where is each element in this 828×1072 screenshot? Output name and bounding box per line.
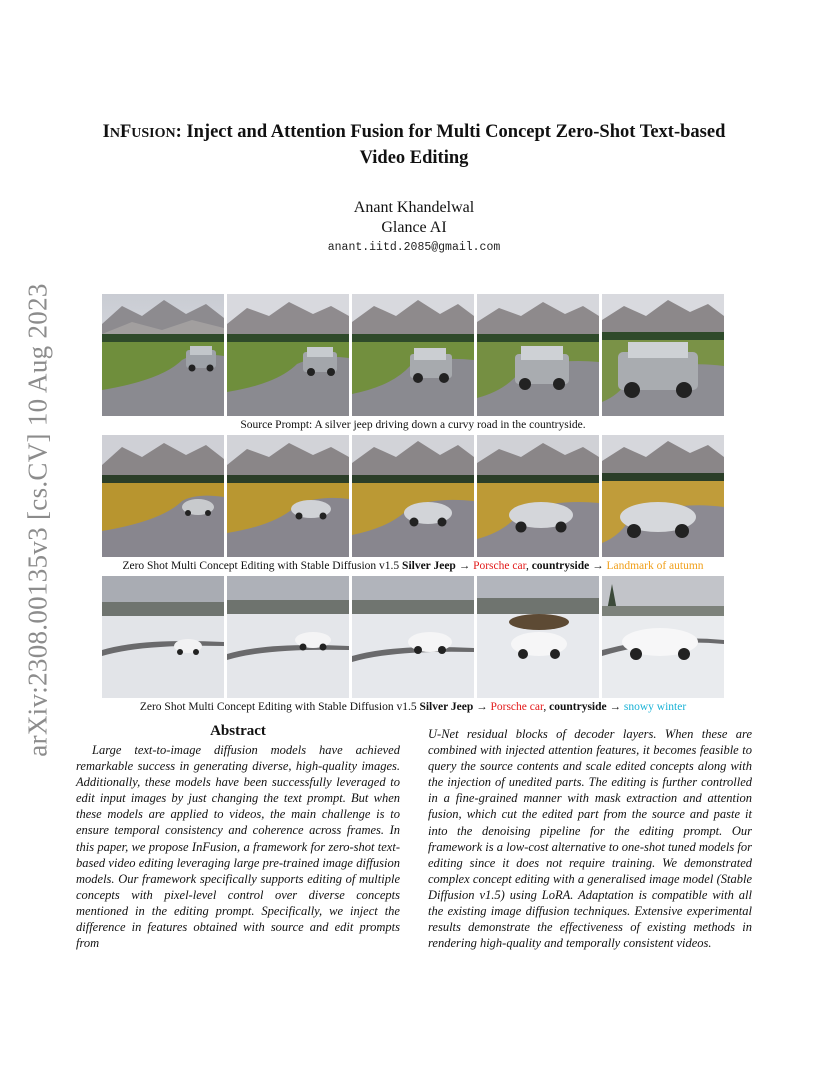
autumn-frame-5 [602,435,724,557]
caption1-concept2: countryside [531,560,590,572]
caption1-sep: , [525,560,532,572]
abstract-left-column: Large text-to-image diffusion models have achieved remarkable success in generating diverse, high-quality images. Additionally, these models have been successfully leveraged to edit input images by just changing the text prompt. But when these models are applied to videos, the main challenge is to ensure temporal consistency and coherence across frames. In this paper, we propose InFusion, a framework for zero-shot text-based video editing leveraging large pre-trained image diffusion models. Our framework specifically supports editing of multiple concepts with pixel-level control over diverse concepts mentioned in the editing prompt. Specifically, we inject the difference in features obtained with source and edit prompts from [76,743,400,951]
caption1-arrow2: → [589,560,607,572]
caption2-concept1: Silver Jeep [419,701,474,713]
title-lead-n: N [109,126,120,141]
caption-source-prompt: Source Prompt: A silver jeep driving down a curvy road in the countryside. [240,419,586,431]
caption2-prefix: Zero Shot Multi Concept Editing with Stable Diffusion v1.5 [139,701,420,713]
source-frame-3 [352,294,474,416]
arxiv-stamp: arXiv:2308.00135v3 [cs.CV] 10 Aug 2023 [22,283,53,757]
author-email: anant.iitd.2085@gmail.com [327,241,501,254]
autumn-frame-1 [102,435,224,557]
winter-frame-4 [477,576,599,698]
teaser-figure [102,294,724,717]
title-rest-line1: : Inject and Attention Fusion for Multi Concept Zero-Shot Text-based [175,122,726,142]
author-block [0,198,828,254]
autumn-frames-row [102,435,724,557]
autumn-frame-4 [477,435,599,557]
winter-frame-1 [102,576,224,698]
caption2-arrow1: → [473,701,491,713]
title-lead-f: F [119,122,132,142]
abstract-heading: Abstract [210,723,266,739]
autumn-frame-3 [352,435,474,557]
autumn-frame-2 [227,435,349,557]
source-frame-4 [477,294,599,416]
caption1-concept1: Silver Jeep [402,560,456,572]
caption1-target2: Landmark of autumn [606,560,704,572]
caption2-concept2: countryside [549,701,607,713]
caption-edit-autumn [102,559,724,574]
caption1-prefix: Zero Shot Multi Concept Editing with Stable Diffusion v1.5 [122,560,403,572]
caption-edit-winter [102,700,724,715]
title-line2: Video Editing [359,148,469,168]
caption1-target1: Porsche car [473,560,526,572]
title-lead-i: I [102,122,110,142]
source-frame-2 [227,294,349,416]
caption2-target2: snowy winter [623,701,687,713]
title-lead-usion: USION [131,126,176,141]
caption2-target1: Porsche car [490,701,544,713]
source-frame-5 [602,294,724,416]
winter-frame-5 [602,576,724,698]
author-affiliation: Glance AI [381,219,447,236]
winter-frames-row [102,576,724,698]
caption2-sep: , [543,701,550,713]
author-name: Anant Khandelwal [353,199,475,216]
winter-frame-3 [352,576,474,698]
winter-frame-2 [227,576,349,698]
paper-title [60,120,768,170]
caption2-arrow2: → [606,701,624,713]
caption1-arrow1: → [455,560,474,572]
abstract-right-column: U-Net residual blocks of decoder layers. When these are combined with injected attention features, it becomes feasible to query the source contents and scale edited concepts along with the injection of unedited parts. The editing is further controlled in a fine-grained manner with mask extraction and attention fusion, which cut the edited part from the source and paste it into the denoising pipeline for the editing prompt. Our framework is a low-cost alternative to one-shot tuned models for editing since it does not require training. We demonstrated complex concept editing with a generalised image model (Stable Diffusion v1.5) using LoRA. Adaptation is compatible with all the existing image diffusion techniques. Extensive experimental results demonstrate the effectiveness of existing methods in rendering high-quality and temporally consistent videos. [428,727,752,951]
source-frame-1 [102,294,224,416]
source-frames-row [102,294,724,416]
